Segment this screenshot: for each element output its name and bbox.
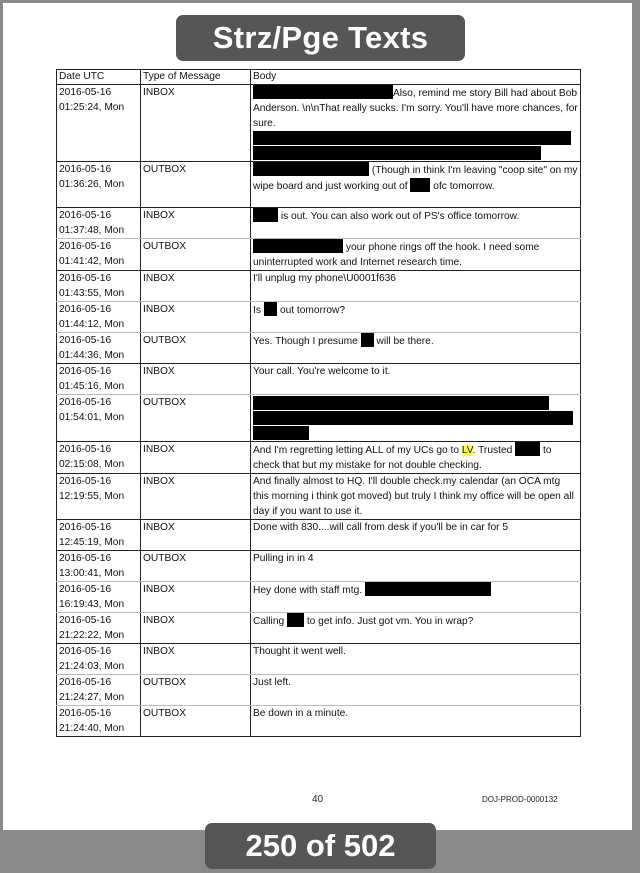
date-cell: 2016-05-16 21:24:03, Mon xyxy=(57,644,141,675)
table-row xyxy=(57,582,581,613)
body-cell: Be down in a minute. xyxy=(251,706,581,737)
date-cell: 2016-05-16 01:36:26, Mon xyxy=(57,162,141,208)
table-header-row xyxy=(57,70,581,85)
body-cell: Also, remind me story Bill had about Bob Anderson. \n\nThat really sucks. I'm sorry. You'll have more chances, for sure. xyxy=(251,85,581,162)
table-row xyxy=(57,364,581,395)
date-cell: 2016-05-16 01:37:48, Mon xyxy=(57,208,141,239)
date-cell: 2016-05-16 21:24:40, Mon xyxy=(57,706,141,737)
type-cell: INBOX xyxy=(141,442,251,474)
type-cell: INBOX xyxy=(141,364,251,395)
table-row xyxy=(57,644,581,675)
redaction-block xyxy=(253,396,549,410)
redaction-block xyxy=(410,178,430,192)
document-id: DOJ-PROD-0000132 xyxy=(482,795,558,804)
date-cell: 2016-05-16 01:44:36, Mon xyxy=(57,333,141,364)
table-row xyxy=(57,551,581,582)
column-header-date: Date UTC xyxy=(57,70,141,85)
body-cell: Is out tomorrow? xyxy=(251,302,581,333)
body-cell: Done with 830....will call from desk if you'll be in car for 5 xyxy=(251,520,581,551)
type-cell: INBOX xyxy=(141,613,251,644)
table-row xyxy=(57,208,581,239)
redaction-block xyxy=(253,162,369,176)
body-cell: Just left. xyxy=(251,675,581,706)
body-cell: Hey done with staff mtg. xyxy=(251,582,581,613)
table-row xyxy=(57,474,581,520)
table-row xyxy=(57,162,581,208)
redaction-block xyxy=(253,85,393,99)
redaction-block xyxy=(515,442,540,456)
type-cell: INBOX xyxy=(141,644,251,675)
type-cell: INBOX xyxy=(141,208,251,239)
body-cell: is out. You can also work out of PS's office tomorrow. xyxy=(251,208,581,239)
redaction-block xyxy=(253,426,309,440)
table-row xyxy=(57,613,581,644)
redaction-block xyxy=(253,239,343,253)
type-cell: INBOX xyxy=(141,474,251,520)
table-row xyxy=(57,706,581,737)
table-row xyxy=(57,442,581,474)
table-row xyxy=(57,333,581,364)
type-cell: OUTBOX xyxy=(141,395,251,442)
table-row xyxy=(57,395,581,442)
type-cell: OUTBOX xyxy=(141,675,251,706)
type-cell: INBOX xyxy=(141,271,251,302)
body-cell: I'll unplug my phone\U0001f636 xyxy=(251,271,581,302)
date-cell: 2016-05-16 01:25:24, Mon xyxy=(57,85,141,162)
type-cell: OUTBOX xyxy=(141,239,251,271)
highlighted-text: LV xyxy=(461,445,473,456)
column-header-body: Body xyxy=(251,70,581,85)
date-cell: 2016-05-16 21:22:22, Mon xyxy=(57,613,141,644)
date-cell: 2016-05-16 01:43:55, Mon xyxy=(57,271,141,302)
type-cell: INBOX xyxy=(141,302,251,333)
redaction-block xyxy=(253,411,573,425)
page-number: 40 xyxy=(312,794,324,805)
date-cell: 2016-05-16 01:45:16, Mon xyxy=(57,364,141,395)
redaction-block xyxy=(253,208,278,222)
redaction-block xyxy=(253,131,571,145)
table-row xyxy=(57,85,581,162)
date-cell: 2016-05-16 13:00:41, Mon xyxy=(57,551,141,582)
table-row xyxy=(57,675,581,706)
type-cell: INBOX xyxy=(141,520,251,551)
date-cell: 2016-05-16 01:41:42, Mon xyxy=(57,239,141,271)
messages-table xyxy=(56,69,581,737)
type-cell: OUTBOX xyxy=(141,551,251,582)
redaction-block xyxy=(253,146,541,160)
type-cell: INBOX xyxy=(141,85,251,162)
redaction-block xyxy=(264,302,277,316)
page-counter: 250 of 502 xyxy=(205,823,436,869)
table-row xyxy=(57,520,581,551)
date-cell: 2016-05-16 21:24:27, Mon xyxy=(57,675,141,706)
body-cell: your phone rings off the hook. I need some uninterrupted work and Internet research time. xyxy=(251,239,581,271)
type-cell: OUTBOX xyxy=(141,706,251,737)
redaction-block xyxy=(361,333,374,347)
table-row xyxy=(57,302,581,333)
body-cell xyxy=(251,395,581,442)
type-cell: OUTBOX xyxy=(141,333,251,364)
date-cell: 2016-05-16 02:15:08, Mon xyxy=(57,442,141,474)
date-cell: 2016-05-16 01:54:01, Mon xyxy=(57,395,141,442)
type-cell: OUTBOX xyxy=(141,162,251,208)
table-row xyxy=(57,271,581,302)
date-cell: 2016-05-16 16:19:43, Mon xyxy=(57,582,141,613)
body-cell: Calling to get info. Just got vm. You in wrap? xyxy=(251,613,581,644)
body-cell: Yes. Though I presume will be there. xyxy=(251,333,581,364)
redaction-block xyxy=(365,582,491,596)
type-cell: INBOX xyxy=(141,582,251,613)
body-cell: Pulling in in 4 xyxy=(251,551,581,582)
body-cell: And I'm regretting letting ALL of my UCs go to LV. Trusted to check that but my mistake for not double checking. xyxy=(251,442,581,474)
date-cell: 2016-05-16 12:19:55, Mon xyxy=(57,474,141,520)
date-cell: 2016-05-16 12:45:19, Mon xyxy=(57,520,141,551)
document-title: Strz/Pge Texts xyxy=(176,15,465,61)
body-cell: And finally almost to HQ. I'll double check.my calendar (an OCA mtg this morning i think got moved) but truly I think my office will be open all day if you want to use it. xyxy=(251,474,581,520)
body-cell: Your call. You're welcome to it. xyxy=(251,364,581,395)
body-cell: Thought it went well. xyxy=(251,644,581,675)
date-cell: 2016-05-16 01:44:12, Mon xyxy=(57,302,141,333)
redaction-block xyxy=(287,613,304,627)
column-header-type: Type of Message xyxy=(141,70,251,85)
table-row xyxy=(57,239,581,271)
body-cell: (Though in think I'm leaving "coop site" on my wipe board and just working out of ofc tomorrow. xyxy=(251,162,581,208)
